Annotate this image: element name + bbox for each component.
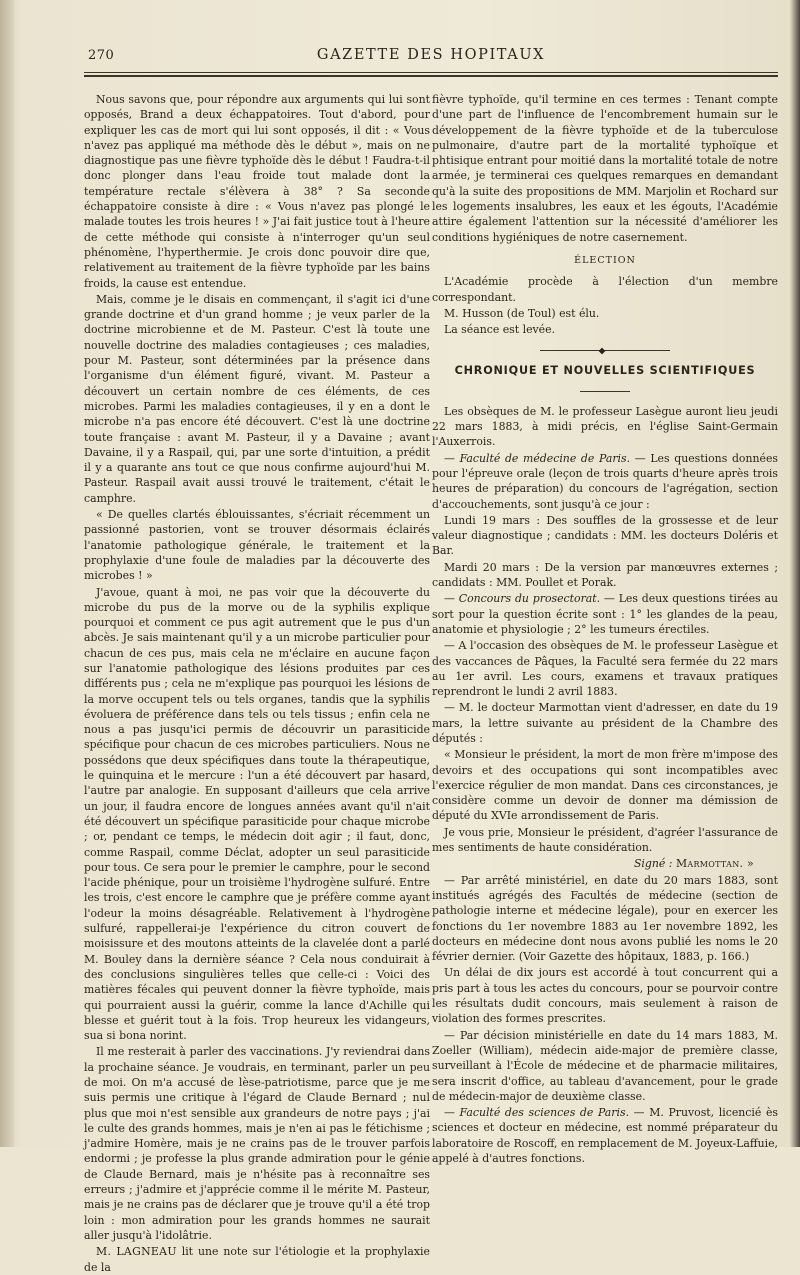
lundi-paragraph: Lundi 19 mars : Des souffles de la grossesse et de leur valeur diagnostique ; candidats : MM. les docteurs Doléris et Bar. — [432, 513, 778, 558]
election-paragraph-3: La séance est levée. — [444, 323, 556, 337]
lagneau-paragraph — [84, 1244, 430, 1275]
letter-paragraph-1: « Monsieur le président, la mort de mon frère m'impose des devoirs et des occupations qui sont incompatibles avec l'exercice régulier de mon mandat. Dans ces circonstances, je considère comme un devoir de donner ma démission de député du XVIe arrondissement de Paris. — [432, 748, 778, 823]
page-number: 270 — [88, 48, 115, 63]
page-edge-shadow — [790, 0, 800, 1147]
faculte-title: Faculté de médecine de Paris. — [459, 451, 631, 465]
left-paragraph-3: « De quelles clartés éblouissantes, s'écriait récemment un passionné pastorien, vont se trouver désormais éclairés l'anatomie pathologique générale, le traitement et la prophylaxie d'une foule de maladies par la découverte des microbes ! » — [84, 508, 430, 583]
election-paragraph-1: L'Académie procède à l'élection d'un membre correspondant. — [432, 275, 778, 304]
lagneau-name: M. LAGNEAU — [96, 1245, 177, 1259]
concours-paragraph: — Concours du prosectorat. — Les deux questions tirées au sort pour la question écrite sont : 1° les glandes de la peau, anatomie et physiologie ; 2° les tumeurs érectiles. — [432, 592, 778, 636]
election-paragraph-2: M. Husson (de Toul) est élu. — [444, 306, 600, 320]
faculte-paragraph: — Faculté de médecine de Paris. — Les questions données pour l'épreuve orale (leçon de trois quarts d'heure après trois heures de préparation) du concours de l'agrégation, section d'accouchements, sont jusqu'à ce jour : — [432, 451, 778, 511]
zoeller-paragraph: — Par décision ministérielle en date du 14 mars 1883, M. Zoeller (William), médecin aide-major de première classe, surveillant à l'École de médecine et de pharmacie militaires, sera inscrit d'office, au tableau d'avancement, pour le grade de médecin-major de deuxième classe. — [432, 1028, 778, 1103]
sciences-title: Faculté des sciences de Paris. — [459, 1106, 630, 1120]
mardi-paragraph: Mardi 20 mars : De la version par manœuvres externes ; candidats : MM. Poullet et Porak. — [432, 560, 778, 590]
signature-name: Marmottan. » — [675, 857, 754, 871]
arrete-paragraph: — Par arrêté ministériel, en date du 20 mars 1883, sont institués agrégés des Facultés de médecine (section de pathologie interne et médecine légale), pour en exercer les fonctions du 1er novembre 1883 au 1er novembre 1892, les docteurs en médecine dont nous avons publié les noms le 20 février dernier. (Voir Gazette des hôpitaux, 1883, p. 166.) — [432, 873, 778, 964]
page-spine-shadow — [0, 0, 14, 1147]
header-rule-bottom — [84, 75, 778, 77]
concours-text: — Les deux questions tirées au sort pour la question écrite sont : 1° les glandes de la peau, anatomie et physiologie ; 2° les tumeurs érectiles. — [432, 592, 778, 636]
left-paragraph-1: Nous savons que, pour répondre aux arguments qui lui sont opposés, Brand a deux échappatoires. Tout d'abord, pour expliquer les cas de mort qui lui sont opposés, il dit : « Vous n'avez pas appliqué ma méthode dès le début », mais on ne diagnostique pas une fièvre typhoïde dès le début ! Faudra-t-il donc plonger dans l'eau froide tout malade dont la température rectale s'élèvera à 38° ? Sa seconde échappatoire consiste à dire : « Vous n'avez pas plongé le malade toutes les trois heures ! » J'ai fait justice tout à l'heure de cette méthode qui consiste à n'interroger qu'un seul phénomène, l'hyperthermie. Je crois donc pouvoir dire que, relativement au traitement de la fièvre typhoïde par les bains froids, la cause est entendue. — [84, 93, 430, 290]
left-paragraph-5: Il me resterait à parler des vaccinations. J'y reviendrai dans la prochaine séance. Je voudrais, en terminant, parler un peu de moi. On m'a accusé de lèse-patriotisme, parce que je me suis permis une critique à l'égard de Claude Bernard ; nul plus que moi n'est sensible aux grandeurs de notre pays ; j'ai le culte des grands hommes, mais je n'en ai pas le fétichisme ; j'admire Homère, mais je ne crains pas de le trouver parfois endormi ; je professe la plus grande admiration pour le génie de Claude Bernard, mais je n'hésite pas à reconnaître ses erreurs ; j'admire et j'apprécie comme il le mérite M. Pasteur, mais je ne crains pas de déclarer que je trouve qu'il a été trop loin : mon admiration pour les grands hommes ne saurait aller jusqu'à l'idolâtrie. — [84, 1045, 430, 1242]
left-paragraph-2: Mais, comme je le disais en commençant, il s'agit ici d'une grande doctrine et d'un grand homme ; je veux parler de la doctrine microbienne et de M. Pasteur. C'est là toute une nouvelle doctrine des maladies contagieuses ; ces maladies, pour M. Pasteur, sont déterminées par la présence dans l'organisme d'un élément figuré, vivant. M. Pasteur a découvert un certain nombre de ces éléments, de ces microbes. Parmi les maladies contagieuses, il y en a dont le microbe n'a pas encore été découvert. C'est là une doctrine toute française : avant M. Pasteur, il y a Davaine ; avant Davaine, il y a Raspail, qui, par une sorte d'intuition, a prédit il y a quarante ans tout ce que nous confirme aujourd'hui M. Pasteur. Raspail avait aussi trouvé le traitement, c'était le camphre. — [84, 292, 430, 505]
sciences-paragraph: — Faculté des sciences de Paris. — M. Pruvost, licencié ès sciences et docteur en médecine, est nommé préparateur du laboratoire de Roscoff, en remplacement de M. Joyeux-Laffuie, appelé à d'autres fonctions. — [432, 1106, 778, 1165]
page-header — [84, 44, 778, 66]
vacances-paragraph: — A l'occasion des obsèques de M. le professeur Lasègue et des vaccances de Pâques, la Faculté sera fermée du 22 mars au 1er avril. Les cours, examens et travaux pratiques reprendront le lundi 2 avril 1883. — [432, 639, 778, 699]
header-rule-top — [84, 72, 778, 73]
letter-paragraph-2: Je vous prie, Monsieur le président, d'agréer l'assurance de mes sentiments de haute considération. — [432, 825, 778, 855]
ornamental-divider — [540, 347, 670, 355]
chronique-heading: CHRONIQUE ET NOUVELLES SCIENTIFIQUES — [454, 364, 756, 378]
faculte-text: — Les questions données pour l'épreuve orale (leçon de trois quarts d'heure après trois heures de préparation) du concours de l'agrégation, section d'accouchements, sont jusqu'à ce jour : — [432, 451, 778, 511]
chronique-underline — [580, 391, 630, 392]
lagneau-text: lit une note sur l'étiologie et la prophylaxie de la — [84, 1245, 430, 1274]
left-paragraph-4: J'avoue, quant à moi, ne pas voir que la découverte du microbe du pus de la morve ou de la syphilis explique pourquoi et comment ce pus agit autrement que le pus d'un abcès. Je sais maintenant qu'il y a un microbe particulier pour chacun de ces pus, mais cela ne m'éclaire en aucune façon sur l'anatomie pathologique des lésions produites par ces différents pus ; cela ne m'explique pas pourquoi les lésions de la morve occupent tels ou tels organes, tandis que la syphilis évoluera de préférence dans tels ou tels tissus ; enfin cela ne nous a pas jusqu'ici permis de découvrir un parasiticide spécifique pour chacun de ces microbes particuliers. Nous ne possédons que deux spécifiques dans toute la thérapeutique, le quinquina et le mercure : l'un a été découvert par hasard, l'autre par analogie. En supposant d'ailleurs que cela arrive un jour, il faudra encore de longues années avant qu'il n'ait été découvert un spécifique parasiticide pour chaque microbe ; or, pendant ce temps, le médecin doit agir ; il faut, donc, comme Raspail, comme Déclat, adopter un seul parasiticide pour tous. Ce sera pour le premier le camphre, pour le second l'acide phénique, pour un troisième l'hydrogène sulfuré. Entre les trois, c'est encore le camphre que je préfère comme ayant l'odeur la moins désagréable. Relativement à l'hydrogène sulfuré, rappellerai-je l'expérience du citron couvert de moisissure et des moutons atteints de la clavelée dont a parlé M. Bouley dans la dernière séance ? Cela nous conduirait à des conclusions singulières telles que celle-ci : Voici des matières fécales qui peuvent donner la fièvre typhoïde, mais qui pourraient aussi la guérir, comme la lance d'Achille qui blesse et guérit tout à la fois. Trop heureux les vidangeurs, sua si bona norint. — [84, 585, 430, 1043]
journal-title: GAZETTE DES HOPITAUX — [316, 47, 546, 63]
marmottan-paragraph: — M. le docteur Marmottan vient d'adresser, en date du 19 mars, la lettre suivante au président de la Chambre des députés : — [432, 701, 778, 745]
election-heading: ÉLECTION — [574, 254, 636, 266]
continuation-paragraph: fièvre typhoïde, qu'il termine en ces termes : Tenant compte d'une part de l'influence de l'encombrement humain sur le développement de la fièvre typhoïde et de la tuberculose pulmonaire, d'autre part de la mortalité typhoïque et phtisique entrant pour moitié dans la mortalité totale de notre armée, je terminerai ces quelques remarques en demandant qu'à la suite des propositions de MM. Marjolin et Rochard sur les logements insalubres, les eaux et les égouts, l'Académie attire également l'attention sur la nécessité d'améliorer les conditions hygiéniques de notre casernement. — [432, 93, 778, 244]
sciences-text: — M. Pruvost, licencié ès sciences et docteur en médecine, est nommé préparateur du laboratoire de Roscoff, en remplacement de M. Joyeux-Laffuie, appelé à d'autres fonctions. — [432, 1106, 778, 1165]
signature-label: Signé : — [633, 857, 673, 871]
divider-diamond — [599, 348, 606, 355]
right-column — [432, 92, 778, 1165]
left-column — [84, 92, 430, 1274]
concours-title: Concours du prosectorat. — [458, 592, 601, 606]
signature — [432, 856, 778, 871]
delai-paragraph: Un délai de dix jours est accordé à tout concurrent qui a pris part à tous les actes du concours, pour se pourvoir contre les résultats dudit concours, mais seulement à raison de violation des formes prescrites. — [432, 966, 778, 1026]
lasegue-obseques: Les obsèques de M. le professeur Lasègue auront lieu jeudi 22 mars 1883, à midi précis, en l'église Saint-Germain l'Auxerrois. — [432, 404, 778, 449]
